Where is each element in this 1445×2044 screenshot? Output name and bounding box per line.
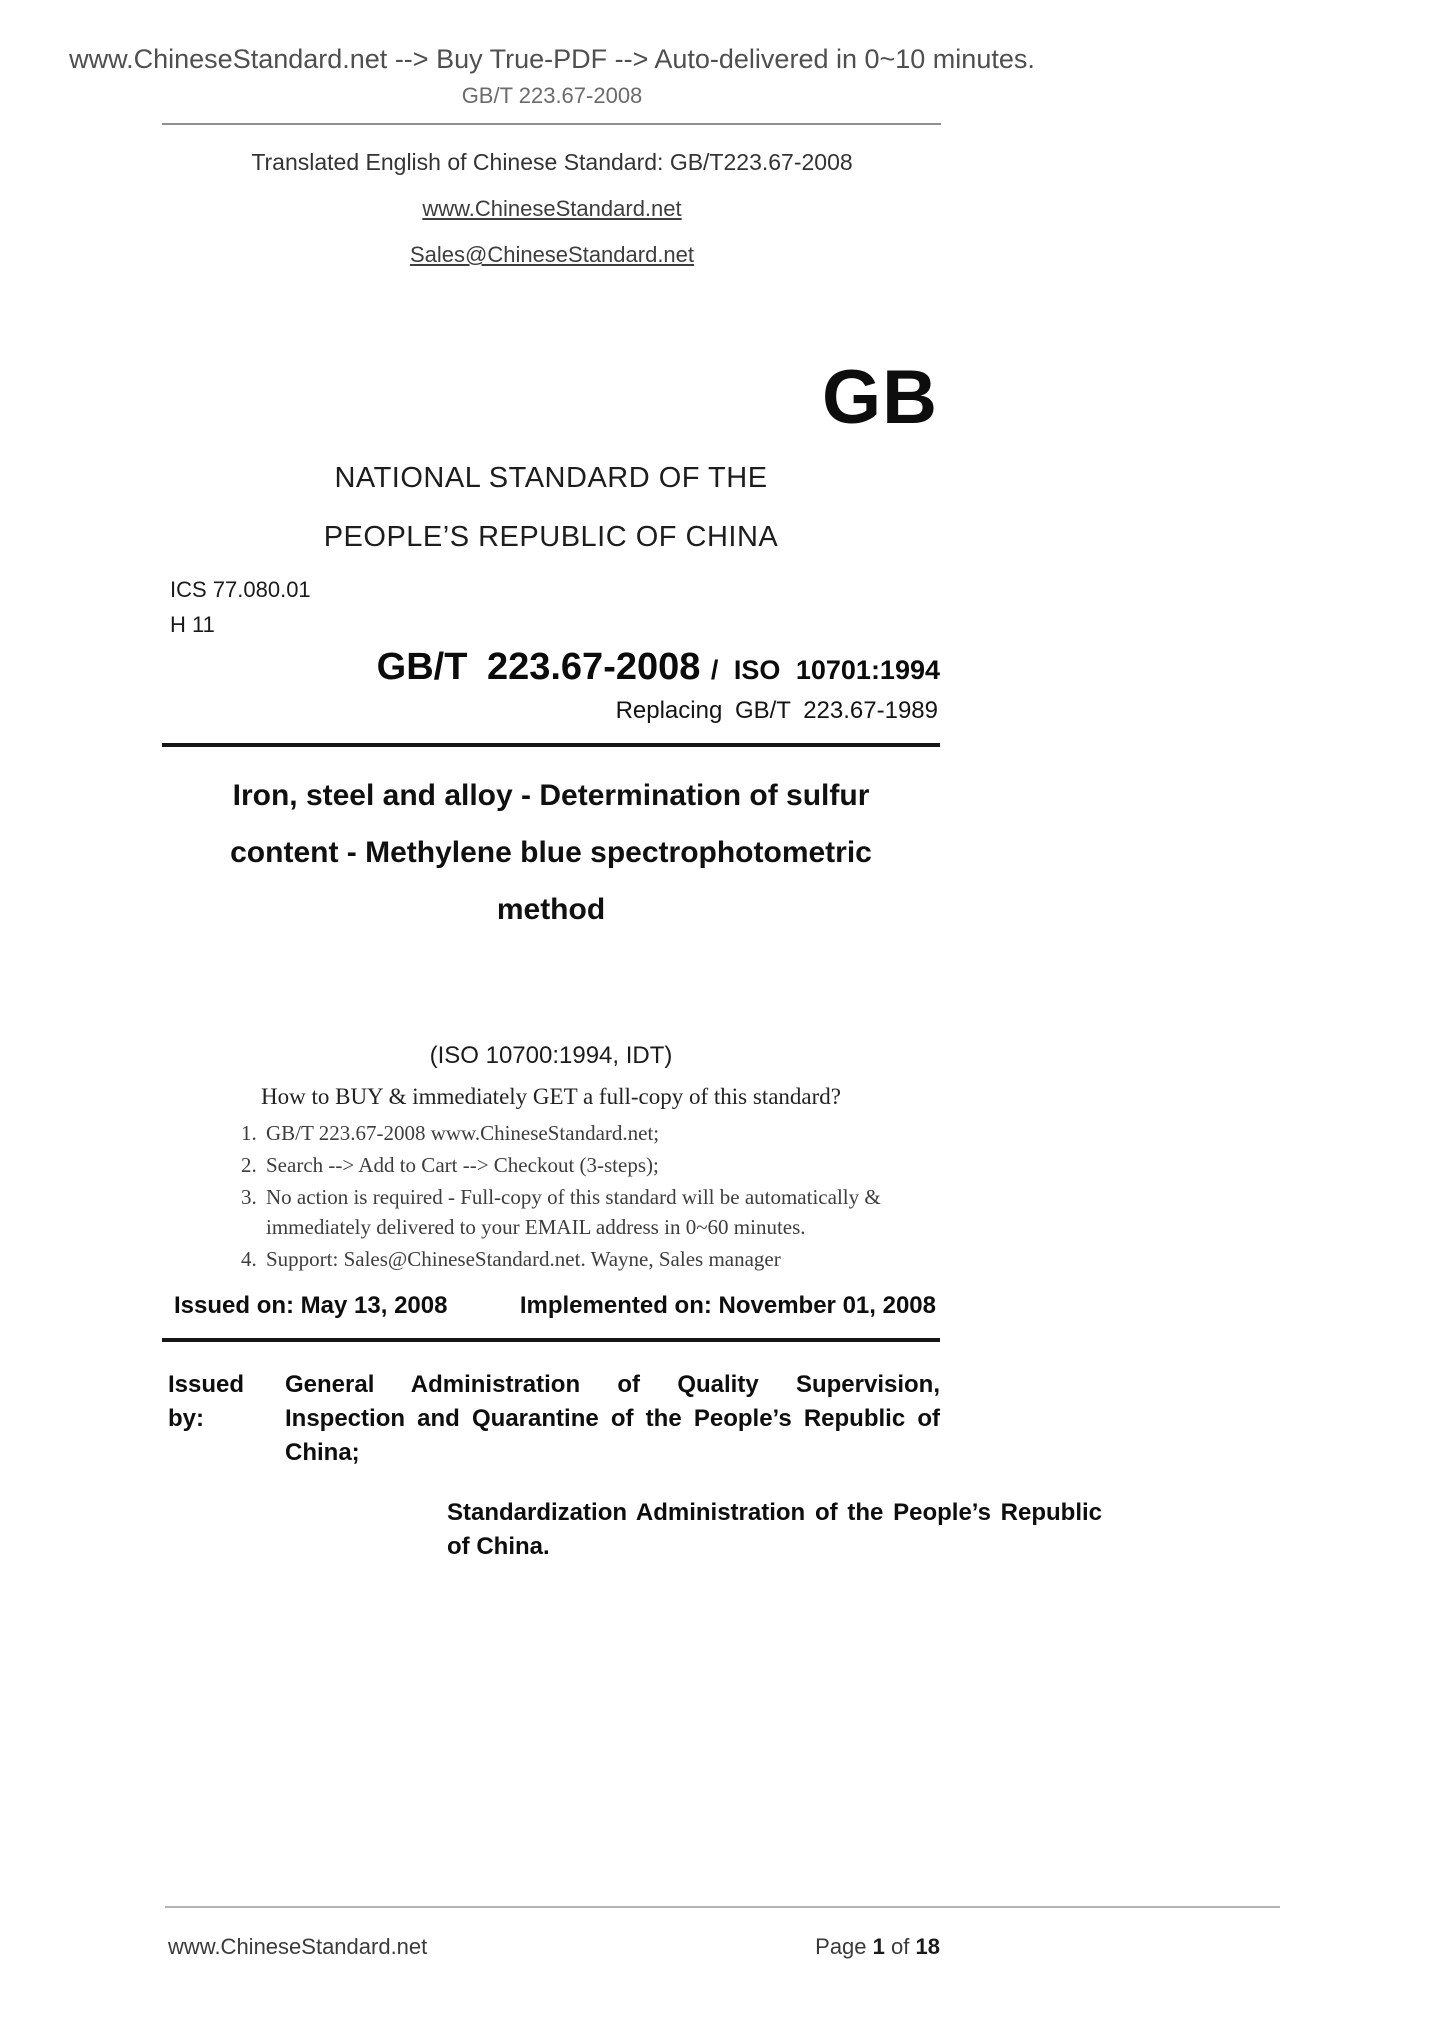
standard-title [162,767,940,938]
title-line-2: content - Methylene blue spectrophotometric [230,836,872,869]
footer-page-indicator [815,1934,940,1960]
issued-date: Issued on: May 13, 2008 [174,1292,448,1319]
issued-by-label: Issued by: [168,1371,245,1432]
purchase-step-3: 3. No action is required - Full-copy of this standard will be automatically & immediately delivered to your EMAIL address in 0~60 minutes. [262,1182,922,1242]
site-link[interactable]: www.ChineseStandard.net [422,196,682,221]
cover-body [162,355,1102,1564]
purchase-heading: How to BUY & immediately GET a full-copy of this standard? [261,1084,841,1109]
header-tagline: www.ChineseStandard.net --> Buy True-PDF --> Auto-delivered in 0~10 minutes. [69,44,1035,74]
issuer-body-1: General Administration of Quality Supervision, Inspection and Quarantine of the People’s Republic of China; [285,1371,940,1466]
gb-logo: GB [822,355,938,440]
purchase-steps-list [162,1118,922,1274]
header-doc-code: GB/T 223.67-2008 [461,83,643,108]
idt-note: (ISO 10700:1994, IDT) [429,1042,673,1069]
ics-code: ICS 77.080.01 [170,577,311,602]
sales-email-link[interactable]: Sales@ChineseStandard.net [409,242,695,267]
title-divider-bottom [162,1338,940,1342]
title-line-1: Iron, steel and alloy - Determination of sulfur [232,779,870,812]
class-code: H 11 [170,612,215,637]
replacing-note: Replacing GB/T 223.67-1989 [615,697,938,724]
issuer-block [162,1368,940,1470]
issuer-body-2: Standardization Administration of the People’s Republic of China. [447,1499,1102,1560]
title-line-3: method [496,893,606,926]
purchase-step-4: 4. Support: Sales@ChineseStandard.net. Wayne, Sales manager [262,1244,922,1274]
footer-page-number: 1 [872,1934,885,1959]
dates-row [162,1292,940,1320]
standard-code-line [162,646,940,689]
standard-code: GB/T 223.67-2008 [376,646,701,688]
page-footer [168,1934,940,1960]
national-standard-line1: NATIONAL STANDARD OF THE [334,462,768,494]
page-header [0,0,1104,109]
national-standard-line2: PEOPLE’S REPUBLIC OF CHINA [323,521,779,553]
purchase-step-2: 2. Search --> Add to Cart --> Checkout (3-steps); [262,1150,922,1180]
header-divider [162,123,941,125]
title-divider-top [162,743,940,747]
purchase-step-1: 1. GB/T 223.67-2008 www.ChineseStandard.net; [262,1118,922,1148]
footer-page-word: Page [815,1934,867,1959]
classification-block [162,572,940,642]
iso-reference: / ISO 10701:1994 [710,655,940,685]
contact-block [0,149,1104,268]
footer-site: www.ChineseStandard.net [168,1934,428,1959]
translated-note: Translated English of Chinese Standard: GB/T223.67-2008 [251,149,853,175]
footer-of-word: of [891,1934,910,1959]
footer-divider [165,1906,1280,1908]
implemented-date: Implemented on: November 01, 2008 [519,1292,936,1319]
footer-page-total: 18 [915,1934,940,1959]
